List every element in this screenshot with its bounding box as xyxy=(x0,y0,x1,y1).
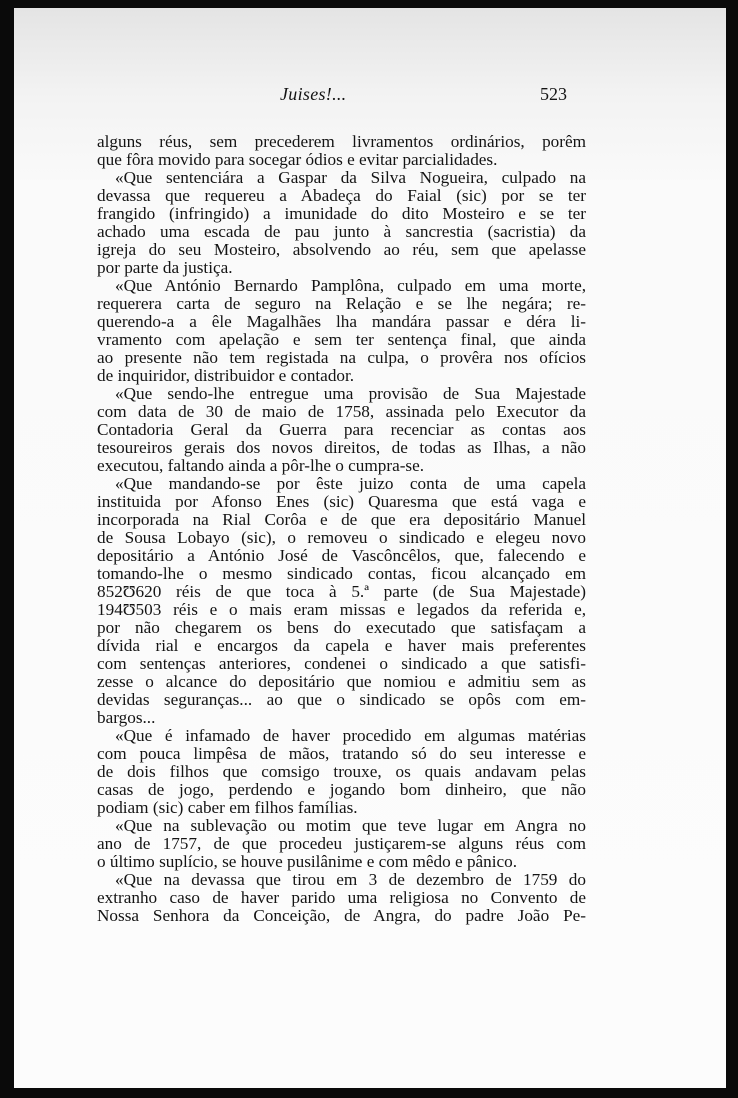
text-line: de inquiridor, distribuidor e contador. xyxy=(97,366,355,385)
text-line: com pouca limpêsa de mãos, tratando só do seu interesse e xyxy=(97,744,586,763)
text-line: com data de 30 de maio de 1758, assinada pelo Executor da xyxy=(97,402,586,421)
text-line: por parte da justiça. xyxy=(97,258,233,277)
text-line: o último suplício, se houve pusilânime e com mêdo e pânico. xyxy=(97,852,518,871)
text-line: tesoureiros gerais dos novos direitos, de todas as Ilhas, a não xyxy=(97,438,586,457)
text-line: executou, faltando ainda a pôr-lhe o cumpra-se. xyxy=(97,456,425,475)
text-line: instituida por Afonso Enes (sic) Quaresma que está vaga e xyxy=(97,492,586,511)
text-line: tomando-lhe o mesmo sindicado contas, ficou alcançado em xyxy=(97,564,586,583)
text-line: «Que na sublevação ou motim que teve lugar em Angra no xyxy=(115,816,586,835)
text-line: extranho caso de haver parido uma religiosa no Convento de xyxy=(97,888,586,907)
page-header xyxy=(14,84,726,108)
text-line: que fôra movido para socegar ódios e evitar parcialidades. xyxy=(97,150,498,169)
text-line: de Sousa Lobayo (sic), o removeu o sindicado e elegeu novo xyxy=(97,528,586,547)
text-line: por não chegarem os bens do executado que satisfaçam a xyxy=(97,618,586,637)
text-line: depositário a António José de Vascôncêlos, que, falecendo e xyxy=(97,546,586,565)
text-line: 852Ʊ620 réis de que toca à 5.ª parte (de Sua Majestade) xyxy=(97,582,586,601)
text-line: de dois filhos que comsigo trouxe, os quais andavam pelas xyxy=(97,762,586,781)
text-line: «Que na devassa que tirou em 3 de dezembro de 1759 do xyxy=(115,870,586,889)
text-line: igreja do seu Mosteiro, absolvendo ao réu, sem que apelasse xyxy=(97,240,586,259)
text-line: com sentenças anteriores, condenei o sindicado a que satisfi- xyxy=(97,654,586,673)
text-line: 194Ʊ503 réis e o mais eram missas e legados da referida e, xyxy=(97,600,586,619)
text-line: querendo-a a êle Magalhães lha mandára passar e déra li- xyxy=(97,312,586,331)
text-line: casas de jogo, perdendo e jogando bom dinheiro, que não xyxy=(97,780,586,799)
text-line: podiam (sic) caber em filhos famílias. xyxy=(97,798,358,817)
text-line: frangido (infringido) a imunidade do dito Mosteiro e se ter xyxy=(97,204,586,223)
text-line: incorporada na Rial Corôa e de que era depositário Manuel xyxy=(97,510,586,529)
text-line: «Que é infamado de haver procedido em algumas matérias xyxy=(115,726,586,745)
text-line: «Que António Bernardo Pamplôna, culpado em uma morte, xyxy=(115,276,586,295)
text-line: ano de 1757, de que procedeu justiçarem-se alguns réus com xyxy=(97,834,586,853)
body-text xyxy=(97,133,586,925)
text-line: Contadoria Geral da Guerra para recenciar as contas aos xyxy=(97,420,586,439)
text-line: devassa que requereu a Abadeça do Faial (sic) por se ter xyxy=(97,186,586,205)
text-line: alguns réus, sem precederem livramentos ordinários, porêm xyxy=(97,132,586,151)
text-line: dívida rial e encargos da capela e haver mais preferentes xyxy=(97,636,586,655)
text-line: zesse o alcance do depositário que nomiou e admitiu sem as xyxy=(97,672,586,691)
running-title: Juises!... xyxy=(280,84,347,104)
book-page xyxy=(14,8,726,1088)
text-line: bargos... xyxy=(97,708,156,727)
text-line: «Que sendo-lhe entregue uma provisão de Sua Majestade xyxy=(115,384,586,403)
text-line: «Que mandando-se por êste juizo conta de uma capela xyxy=(115,474,586,493)
text-line: ao presente não tem registada na culpa, o provêra nos ofícios xyxy=(97,348,586,367)
text-line: «Que sentenciára a Gaspar da Silva Nogueira, culpado na xyxy=(115,168,586,187)
text-line: Nossa Senhora da Conceição, de Angra, do padre João Pe- xyxy=(97,906,586,925)
text-line: devidas seguranças... ao que o sindicado se opôs com em- xyxy=(97,690,586,709)
text-line: achado uma escada de pau junto à sancrestia (sacristia) da xyxy=(97,222,586,241)
text-line: vramento com apelação e sem ter sentença final, que ainda xyxy=(97,330,586,349)
text-line: requerera carta de seguro na Relação e se lhe negára; re- xyxy=(97,294,586,313)
page-number: 523 xyxy=(540,84,567,104)
